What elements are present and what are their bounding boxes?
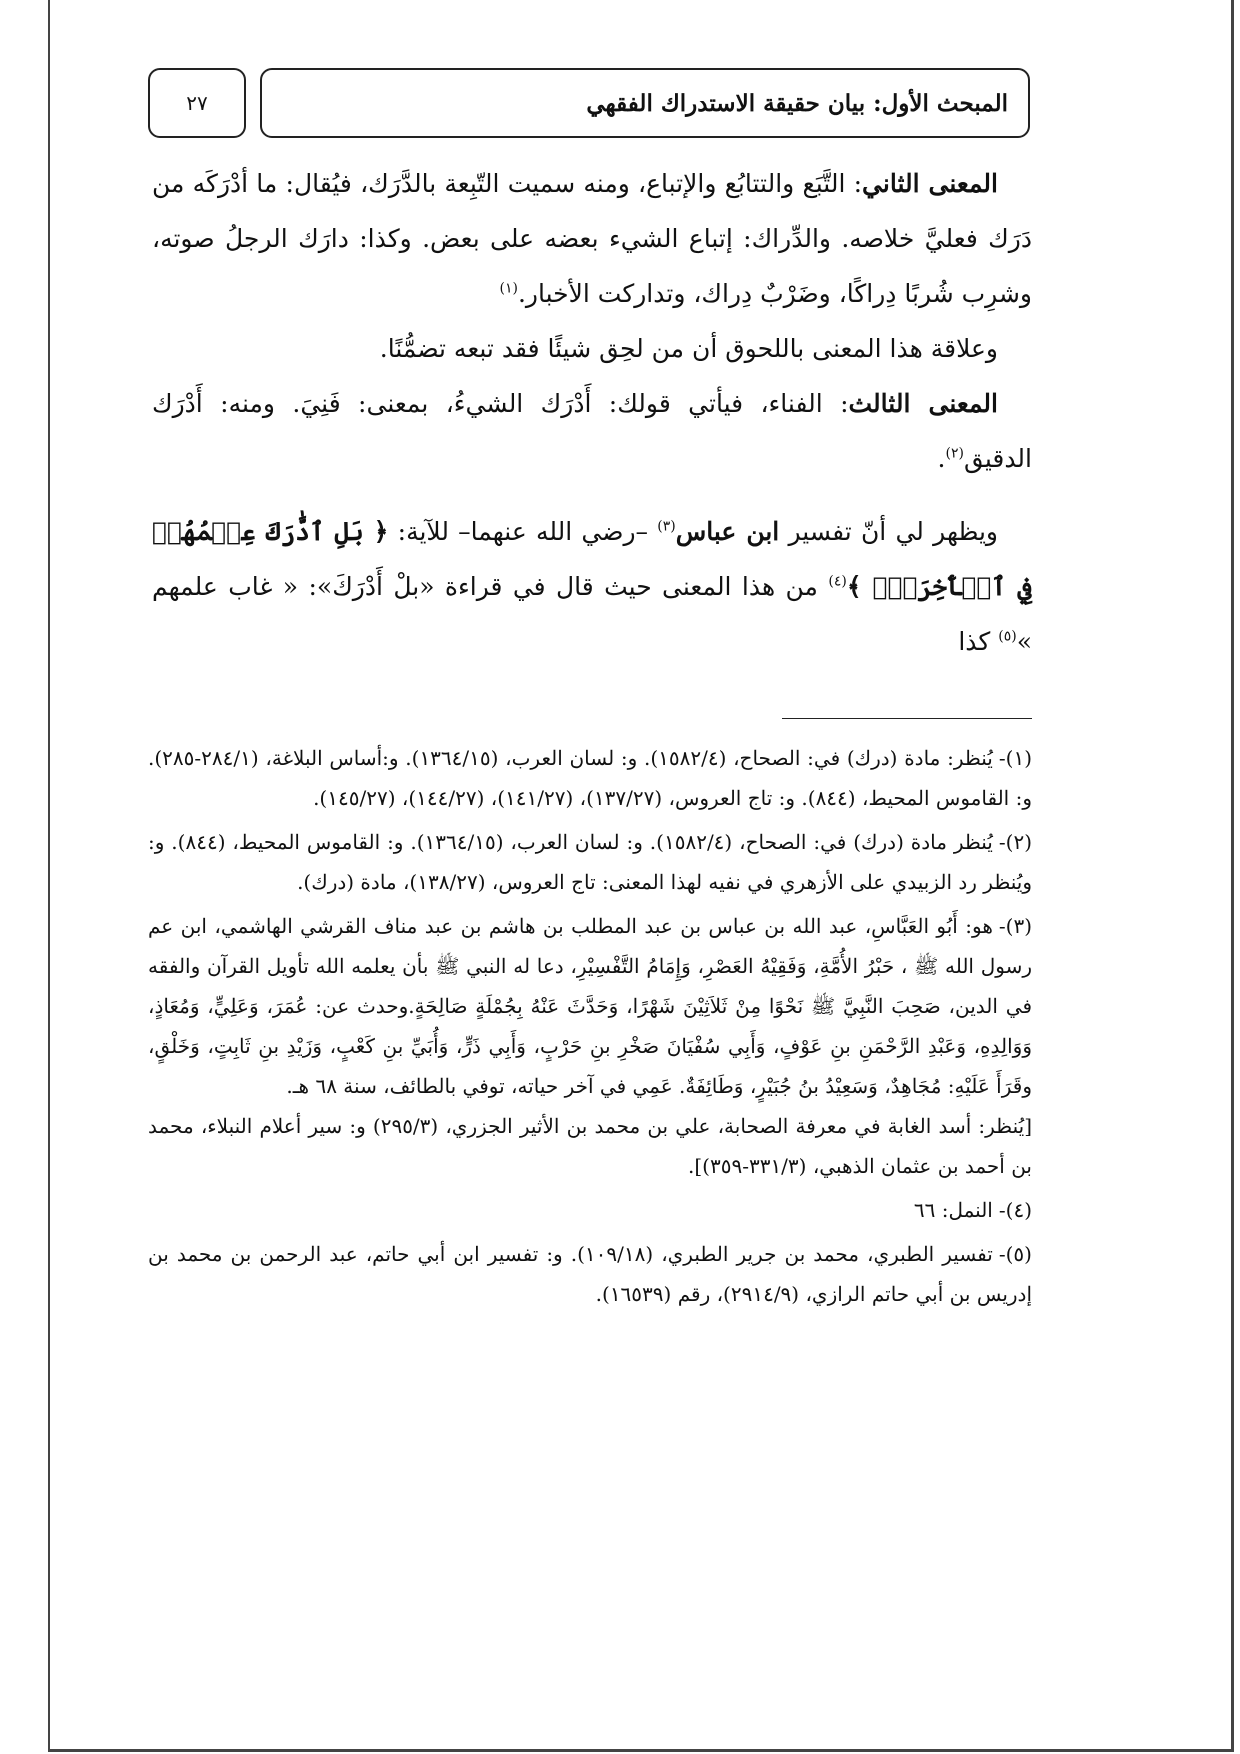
paragraph-text: ويظهر لي أنّ تفسير [779, 517, 998, 546]
paragraph-third-meaning [152, 376, 1032, 486]
paragraph-ibn-abbas [152, 504, 1032, 669]
footnote-3 [148, 906, 1032, 1106]
paragraph-text: : الفناء، فيأتي قولك: أَدْرَك الشيءُ، بمعنى: فَنِيَ. ومنه: أَدْرَك الدقيق [152, 389, 1032, 473]
footnote-number: (٤)- [998, 1198, 1032, 1222]
quran-verse: ﴿ بَلِ ٱدَّٰرَكَ عِلۡمُهُمۡ فِي ٱلۡأٓخِرَةِۚ ﴾ [152, 517, 1032, 601]
footnote-ref[interactable]: (٥) [998, 628, 1017, 645]
footnote-text: النمل: ٦٦ [913, 1198, 993, 1222]
footnote-ref[interactable]: (١) [499, 280, 518, 297]
footnote-1 [148, 738, 1032, 818]
paragraph-text: من هذا المعنى حيث قال في قراءة «بلْ أَدْرَكَ»: « غاب علمهم » [152, 572, 1032, 656]
paragraph-label: المعنى الثالث [848, 389, 998, 418]
footnote-ref[interactable]: (٢) [945, 445, 964, 462]
paragraph-relation: وعلاقة هذا المعنى باللحوق أن من لحِق شيئًا فقد تبعه تضمُّنًا. [379, 334, 998, 363]
footnote-2 [148, 822, 1032, 902]
scholar-name: ابن عباس [675, 517, 780, 546]
footnote-text: تفسير الطبري، محمد بن جرير الطبري، (١٠٩/١٨). و: تفسير ابن أبي حاتم، عبد الرحمن بن محمد بن إدريس بن أبي حاتم الرازي، (٢٩١٤/٩)، رقم (١٦٥٣٩). [148, 1242, 1032, 1306]
footnotes [148, 738, 1032, 1318]
paragraph-text: –رضي الله عنهما– للآية: [388, 517, 658, 546]
footnote-text: هو: أَبُو العَبَّاسِ، عبد الله بن عباس بن عبد المطلب بن هاشم بن عبد مناف القرشي الهاشمي، ابن عم رسول الله ﷺ ، حَبْرُ الأُمَّةِ، وَفَقِيْهُ العَصْرِ، وَإِمَامُ التَّفْسِيْرِ، دعا له النبي ﷺ بأن يعلمه الله تأويل القرآن والفقه في الدين، صَحِبَ النَّبِيَّ ﷺ نَحْوًا مِنْ ثَلاَثِيْنَ شَهْرًا، وَحَدَّثَ عَنْهُ بِجُمْلَةٍ صَالِحَةٍ.وحدث عن: عُمَرَ، وَعَلِيٍّ، وَمُعَاذٍ، وَوَالِدِهِ، وَعَبْدِ الرَّحْمَنِ بنِ عَوْفٍ، وَأَبِي سُفْيَانَ صَخْرِ بنِ حَرْبٍ، وَأَبِي ذَرٍّ، وَأُبَيِّ بنِ كَعْبٍ، وَزَيْدِ بنِ ثَابِتٍ، وَخَلْقٍ، وقَرَأَ عَلَيْهِ: مُجَاهِدٌ، وَسَعِيْدُ بنُ جُبَيْرٍ، وَطَائِفَةٌ. عَمِي في آخر حياته، توفي بالطائف، سنة ٦٨ هـ. [148, 914, 1032, 1098]
section-title: المبحث الأول: بيان حقيقة الاستدراك الفقهي [260, 68, 1030, 138]
footnote-ref[interactable]: (٣) [657, 518, 676, 535]
page-number: ٢٧ [148, 68, 246, 138]
footnote-number: (٢)- [998, 830, 1033, 854]
paragraph-second-meaning [152, 156, 1032, 321]
main-text [152, 156, 1032, 669]
footnote-3-reference: [يُنظر: أسد الغابة في معرفة الصحابة، علي بن محمد بن الأثير الجزري، (٢٩٥/٣) و: سير أعلام النبلاء، محمد بن أحمد بن عثمان الذهبي، (٣٣١/٣-٣٥٩)]. [148, 1114, 1032, 1178]
footnote-text: يُنظر: مادة (درك) في: الصحاح، (١٥٨٢/٤). و: لسان العرب، (١٣٦٤/١٥). و:أساس البلاغة، (٢٨٤/١-٢٨٥). و: القاموس المحيط، (٨٤٤). و: تاج العروس، (١٣٧/٢٧)، (١٤١/٢٧)، (١٤٤/٢٧)، (١٤٥/٢٧). [148, 746, 1032, 810]
footnote-number: (١)- [998, 746, 1032, 770]
paragraph-label: المعنى الثاني [862, 169, 998, 198]
footnote-text: يُنظر مادة (درك) في: الصحاح، (١٥٨٢/٤). و: لسان العرب، (١٣٦٤/١٥). و: القاموس المحيط، (٨٤٤). و: ويُنظر رد الزبيدي على الأزهري في نفيه لهذا المعنى: تاج العروس، (١٣٨/٢٧)، مادة (درك). [148, 830, 1032, 894]
footnote-4 [148, 1190, 1032, 1230]
paragraph-end: . [937, 444, 946, 473]
footnote-number: (٥)- [998, 1242, 1032, 1266]
footnote-number: (٣)- [998, 914, 1032, 938]
footnote-ref[interactable]: (٤) [828, 573, 847, 590]
paragraph-text: كذا [958, 627, 999, 656]
footnote-separator [782, 718, 1032, 719]
footnote-5 [148, 1234, 1032, 1314]
paragraph-text: : التَّبَع والتتابُع والإتباع، ومنه سميت التّبِعة بالدَّرَك، فيُقال: ما أدْرَكَه من دَرَك فعليَّ خلاصه. والدِّراك: إتباع الشيء بعضه على بعض. وكذا: دارَك الرجلُ صوته، وشرِب شُربًا دِراكًا، وضَرْبٌ دِراك، وتداركت الأخبار. [152, 169, 1032, 308]
